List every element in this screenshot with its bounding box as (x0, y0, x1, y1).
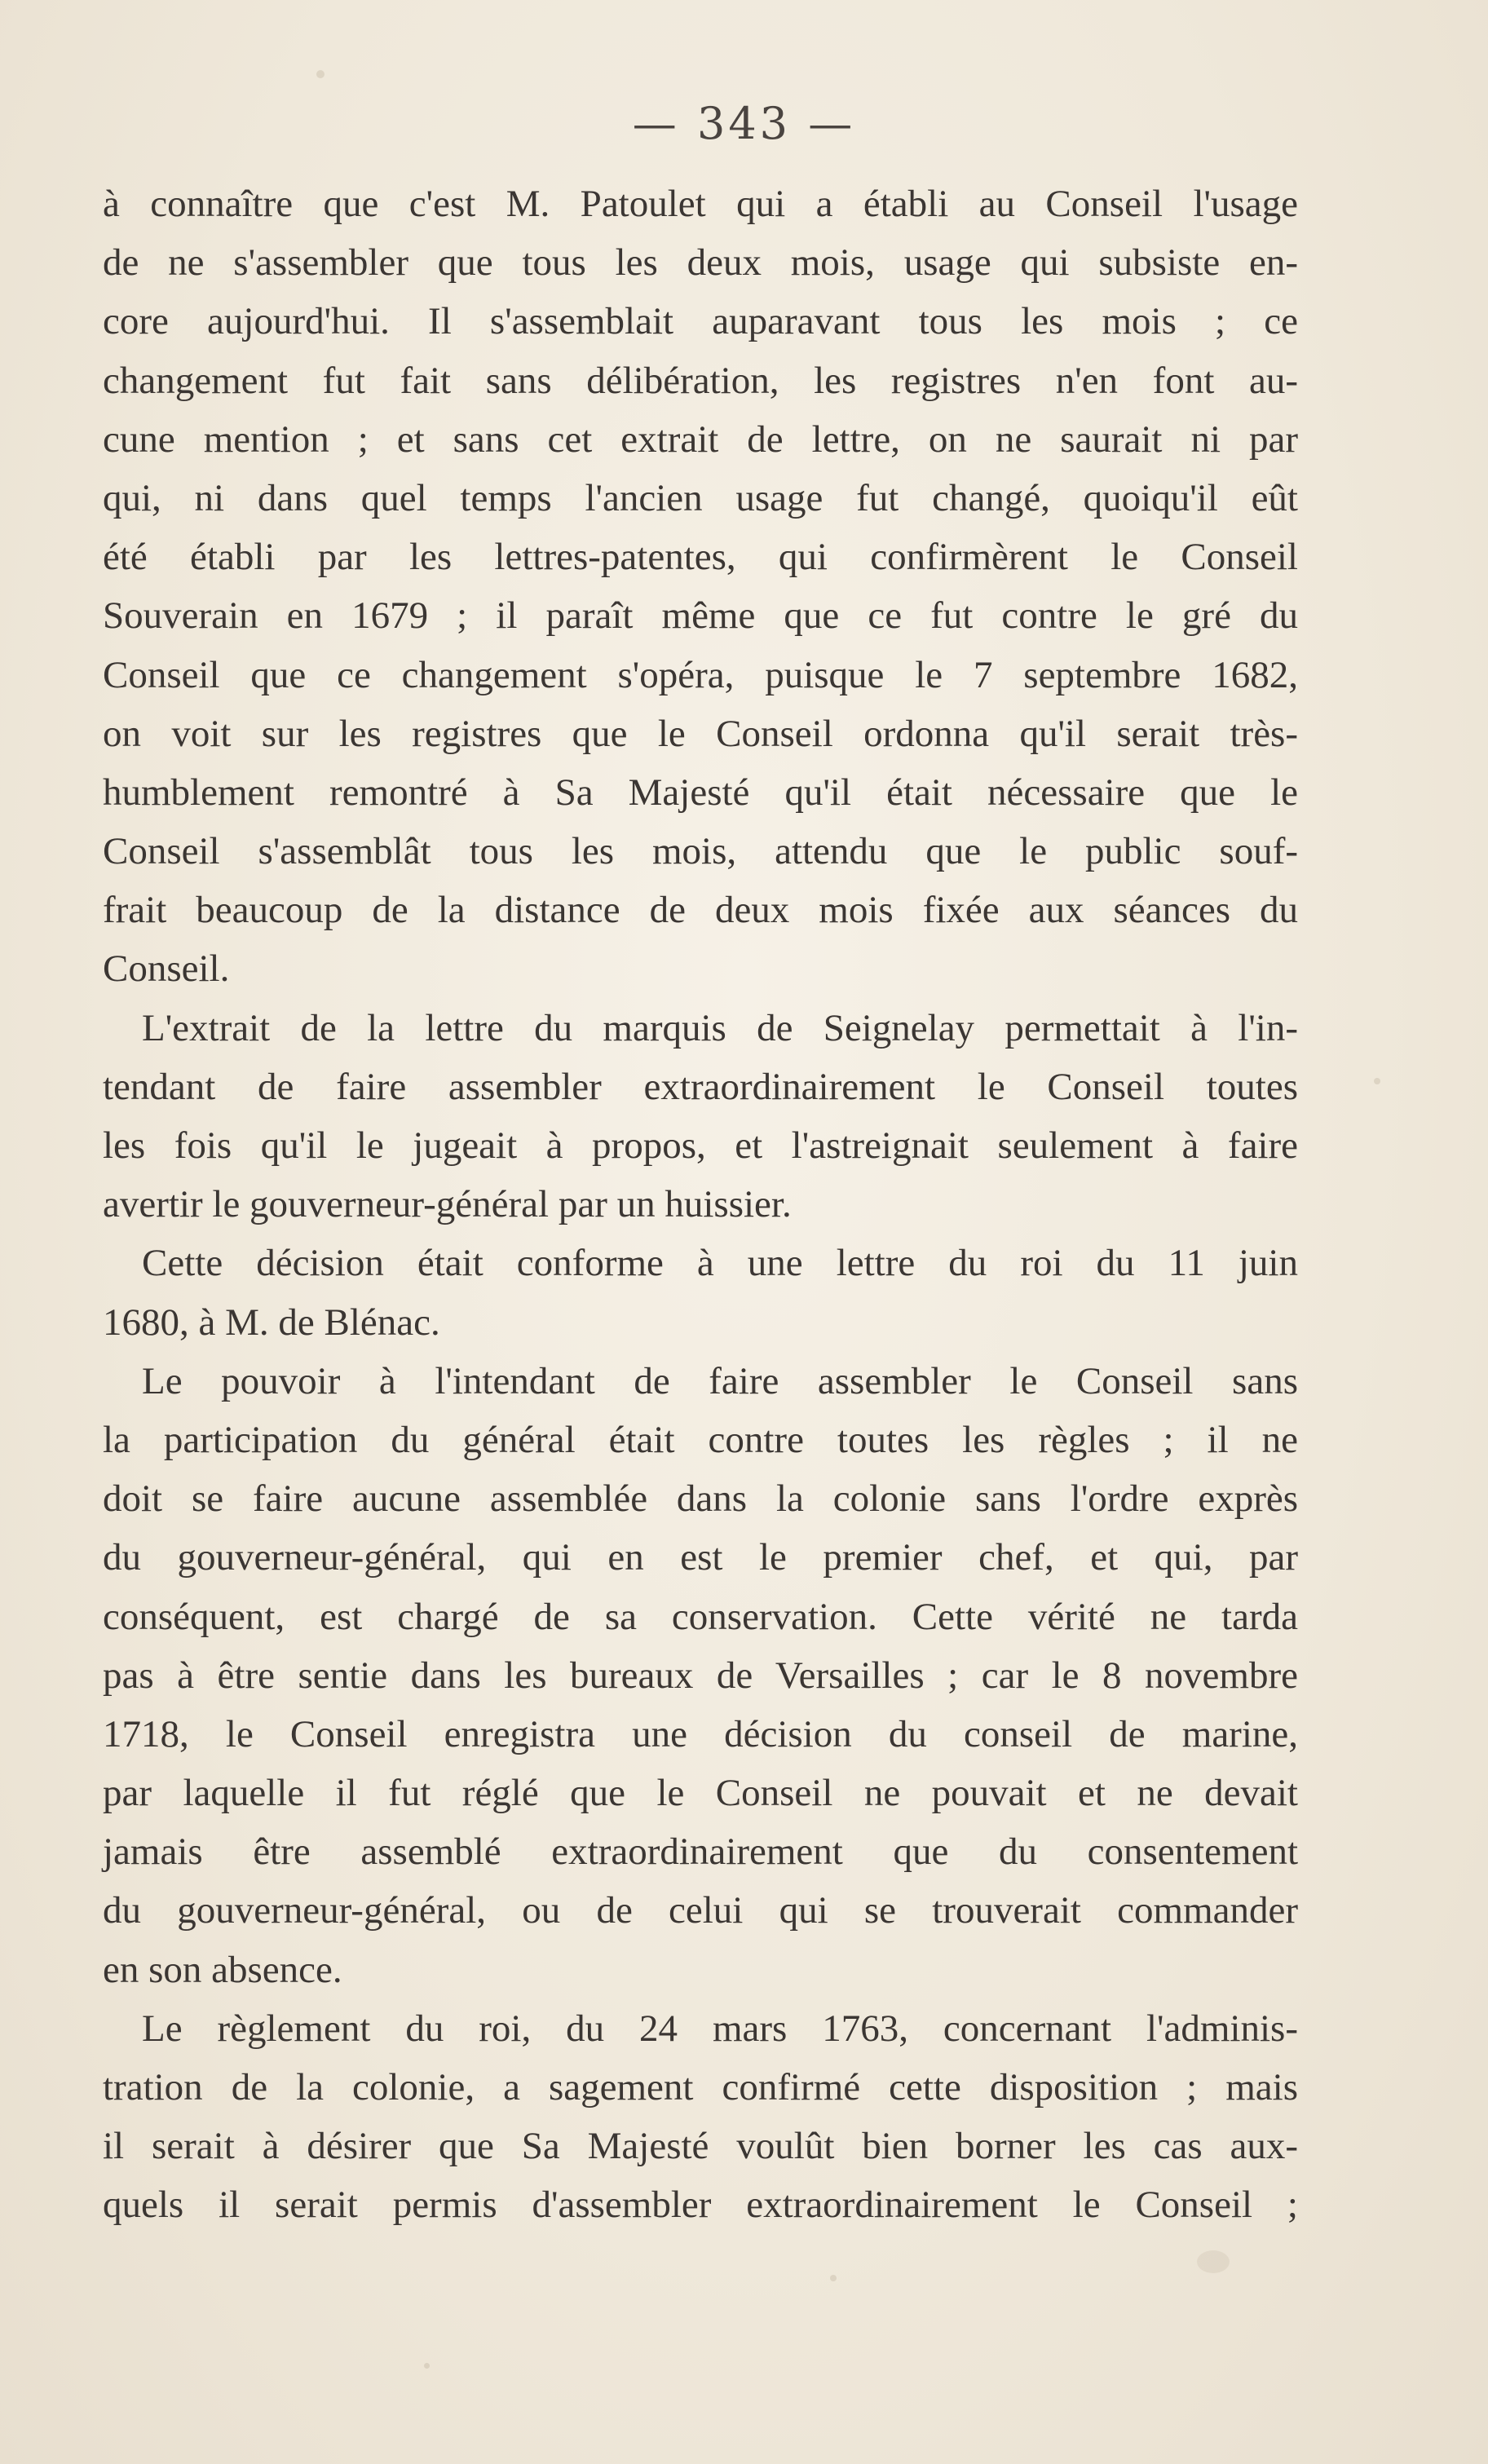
text-line: 1718, le Conseil enregistra une décision du conseil de marine, (103, 1712, 1298, 1755)
paper-stain (1197, 2250, 1230, 2273)
text-line: Souverain en 1679 ; il paraît même que ce fut contre le gré du (103, 594, 1298, 638)
paper-speck (830, 2275, 837, 2281)
text-line: en son absence. (103, 1948, 342, 1991)
text-line: du gouverneur-général, ou de celui qui se trouverait commander (103, 1889, 1298, 1932)
text-line: core aujourd'hui. Il s'assemblait auparavant tous les mois ; ce (103, 300, 1298, 343)
text-line: Conseil que ce changement s'opéra, puisque le 7 septembre 1682, (103, 653, 1298, 696)
text-line: Cette décision était conforme à une lettre du roi du 11 juin (142, 1242, 1298, 1285)
text-line: quels il serait permis d'assembler extraordinairement le Conseil ; (103, 2184, 1298, 2227)
text-line: doit se faire aucune assemblée dans la colonie sans l'ordre exprès (103, 1477, 1298, 1521)
page-number: — 343 — (632, 98, 856, 149)
paper-speck (424, 2363, 430, 2369)
text-line: la participation du général était contre toutes les règles ; il ne (103, 1418, 1298, 1461)
text-line: Conseil. (103, 947, 230, 991)
text-line: Conseil s'assemblât tous les mois, attendu que le public souf- (103, 830, 1298, 873)
text-line: jamais être assemblé extraordinairement que du consentement (103, 1830, 1298, 1874)
text-line: les fois qu'il le jugeait à propos, et l'astreignait seulement à faire (103, 1124, 1298, 1167)
text-line: on voit sur les registres que le Conseil ordonna qu'il serait très- (103, 712, 1298, 755)
text-line: tration de la colonie, a sagement confirmé cette disposition ; mais (103, 2066, 1298, 2109)
text-line: 1680, à M. de Blénac. (103, 1300, 440, 1344)
text-line: frait beaucoup de la distance de deux mois fixée aux séances du (103, 889, 1298, 932)
text-line: du gouverneur-général, qui en est le premier chef, et qui, par (103, 1536, 1298, 1579)
text-line: à connaître que c'est M. Patoulet qui a établi au Conseil l'usage (103, 183, 1298, 225)
text-line: Le règlement du roi, du 24 mars 1763, concernant l'adminis- (142, 2007, 1298, 2050)
text-line: il serait à désirer que Sa Majesté voulût bien borner les cas aux- (103, 2125, 1298, 2168)
text-line: conséquent, est chargé de sa conservation. Cette vérité ne tarda (103, 1595, 1298, 1638)
text-line: Le pouvoir à l'intendant de faire assembler le Conseil sans (142, 1359, 1298, 1402)
text-line: changement fut fait sans délibération, les registres n'en font au- (103, 359, 1298, 402)
text-line: par laquelle il fut réglé que le Conseil ne pouvait et ne devait (103, 1772, 1298, 1815)
text-line: humblement remontré à Sa Majesté qu'il était nécessaire que le (103, 771, 1298, 814)
body-text (103, 174, 1298, 2235)
paper-speck (1374, 1078, 1380, 1084)
paper-speck (316, 70, 325, 78)
text-line: L'extrait de la lettre du marquis de Seignelay permettait à l'in- (142, 1006, 1298, 1049)
text-line: qui, ni dans quel temps l'ancien usage fut changé, quoiqu'il eût (103, 476, 1298, 519)
text-line: avertir le gouverneur-général par un huissier. (103, 1183, 792, 1226)
text-line: de ne s'assembler que tous les deux mois, usage qui subsiste en- (103, 241, 1298, 285)
text-line: été établi par les lettres-patentes, qui confirmèrent le Conseil (103, 536, 1298, 579)
text-line: tendant de faire assembler extraordinairement le Conseil toutes (103, 1065, 1298, 1108)
text-line: cune mention ; et sans cet extrait de lettre, on ne saurait ni par (103, 417, 1298, 461)
text-line: pas à être sentie dans les bureaux de Versailles ; car le 8 novembre (103, 1654, 1298, 1697)
